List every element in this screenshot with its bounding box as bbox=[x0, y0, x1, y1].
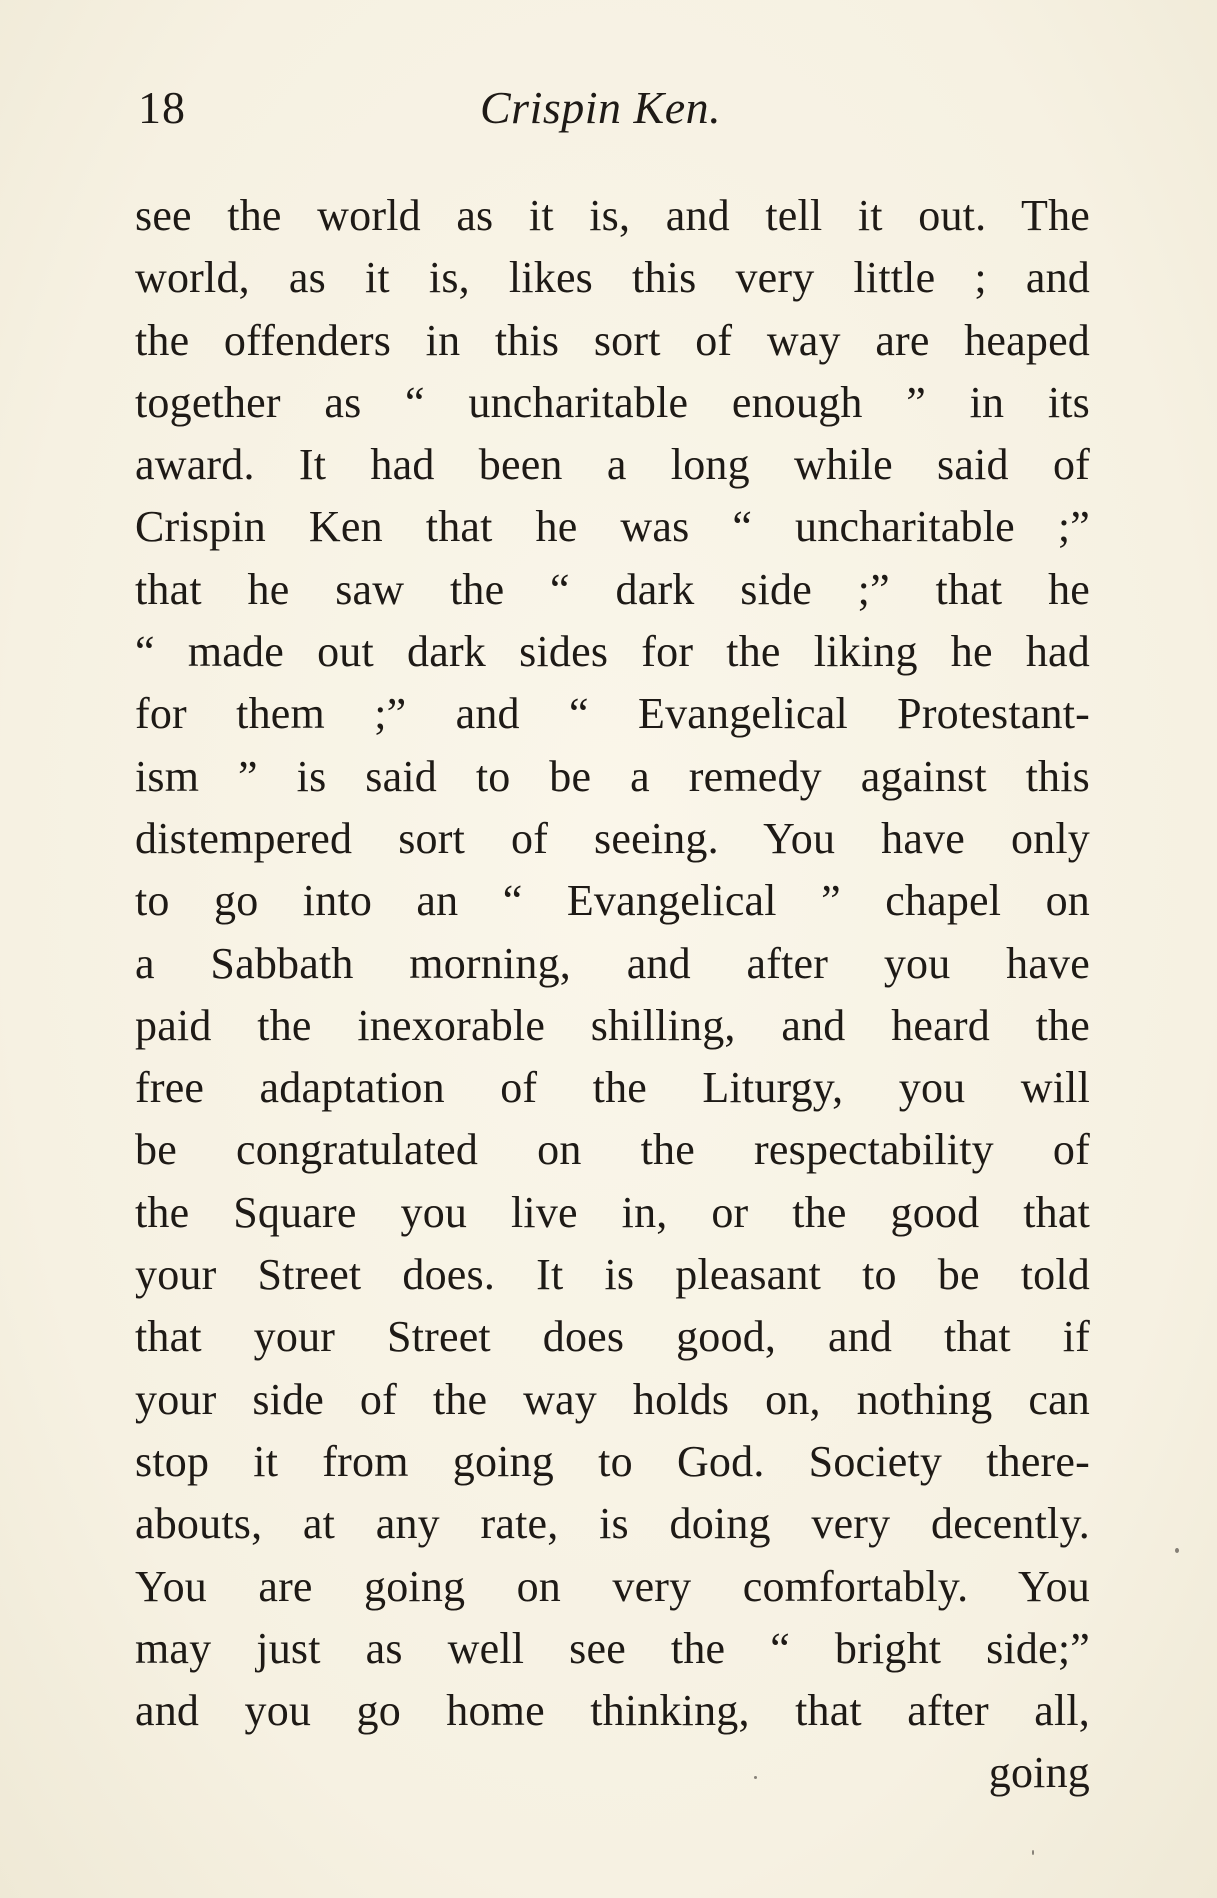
text-line: free adaptation of the Liturgy, you will bbox=[135, 1063, 1090, 1113]
text-line: world, as it is, likes this very little ; and bbox=[135, 253, 1090, 303]
text-line: your Street does. It is pleasant to be told bbox=[135, 1250, 1090, 1300]
print-speck bbox=[1032, 1850, 1034, 1855]
text-line: Crispin Ken that he was “ uncharitable ;” bbox=[135, 502, 1090, 552]
text-line: distempered sort of seeing. You have only bbox=[135, 813, 1090, 863]
text-line: award. It had been a long while said of bbox=[135, 440, 1090, 490]
text-line: for them ;” and “ Evangelical Protestant- bbox=[135, 689, 1090, 739]
text-line: see the world as it is, and tell it out. The bbox=[135, 191, 1090, 240]
text-line: the Square you live in, or the good that bbox=[135, 1187, 1090, 1237]
text-line: You are going on very comfortably. You bbox=[135, 1561, 1090, 1611]
text-line: the offenders in this sort of way are heaped bbox=[135, 315, 1090, 365]
text-line: abouts, at any rate, is doing very decently. bbox=[135, 1499, 1090, 1549]
text-line: your side of the way holds on, nothing can bbox=[135, 1374, 1090, 1424]
page-header bbox=[138, 78, 1100, 138]
text-line: to go into an “ Evangelical ” chapel on bbox=[135, 876, 1090, 926]
text-line: and you go home thinking, that after all, bbox=[135, 1686, 1090, 1736]
print-speck bbox=[754, 1776, 757, 1779]
body-text bbox=[135, 185, 1090, 1805]
text-line: together as “ uncharitable enough ” in its bbox=[135, 377, 1090, 427]
text-line: stop it from going to God. Society there- bbox=[135, 1436, 1090, 1486]
text-line: ism ” is said to be a remedy against this bbox=[135, 751, 1090, 801]
text-line: that your Street does good, and that if bbox=[135, 1312, 1090, 1362]
text-line: that he saw the “ dark side ;” that he bbox=[135, 564, 1090, 614]
text-line: may just as well see the “ bright side;” bbox=[135, 1623, 1090, 1673]
running-title: Crispin Ken. bbox=[480, 82, 722, 133]
page-number: 18 bbox=[138, 82, 186, 133]
text-line: be congratulated on the respectability of bbox=[135, 1125, 1090, 1175]
print-speck bbox=[1175, 1548, 1179, 1553]
text-line: “ made out dark sides for the liking he had bbox=[135, 627, 1090, 677]
catchword: going bbox=[988, 1748, 1090, 1798]
text-line: a Sabbath morning, and after you have bbox=[135, 938, 1090, 988]
text-line: paid the inexorable shilling, and heard the bbox=[135, 1000, 1090, 1050]
